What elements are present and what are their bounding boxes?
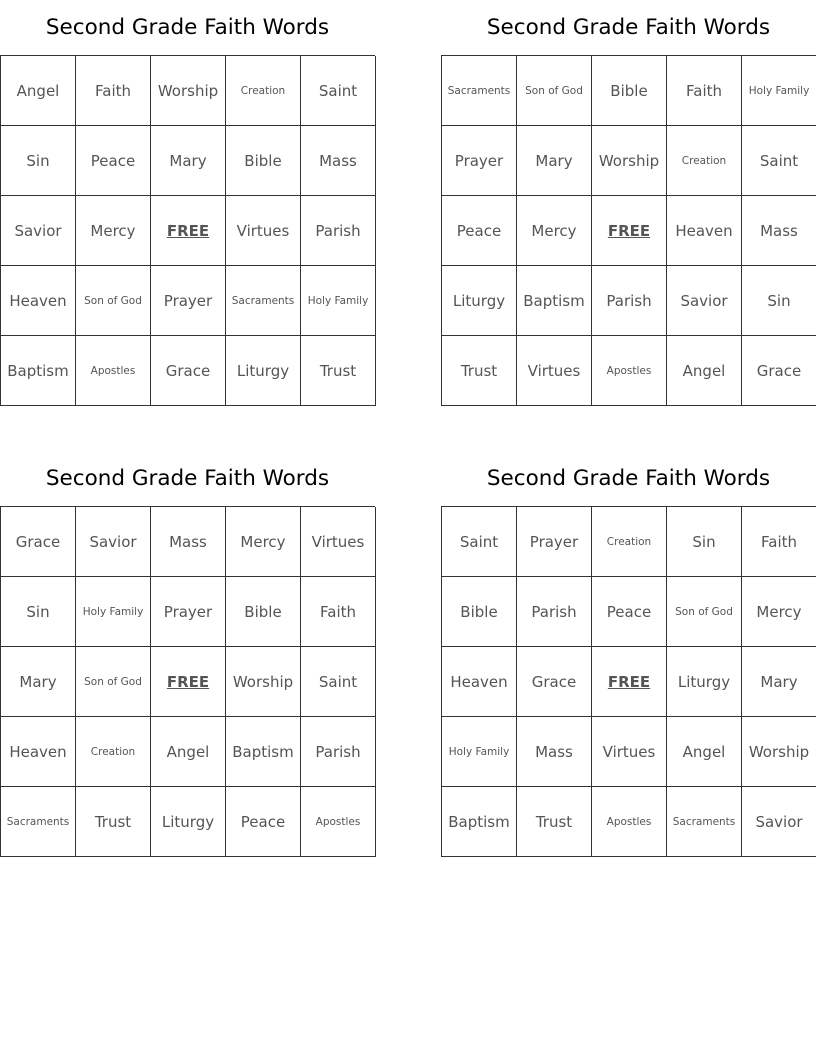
bingo-cell: Sin xyxy=(742,266,816,336)
card-title: Second Grade Faith Words xyxy=(45,15,330,40)
bingo-cell: Virtues xyxy=(517,336,592,406)
bingo-cell: Faith xyxy=(742,507,816,577)
bingo-cell: Saint xyxy=(742,126,816,196)
bingo-cell: Savior xyxy=(742,787,816,857)
bingo-cell: Baptism xyxy=(1,336,76,406)
bingo-cell: Mass xyxy=(517,717,592,787)
free-space-cell: FREE xyxy=(592,647,667,717)
card-title: Second Grade Faith Words xyxy=(486,15,771,40)
bingo-cell: Bible xyxy=(592,56,667,126)
bingo-card-4 xyxy=(441,451,816,857)
bingo-cell: Worship xyxy=(151,56,226,126)
bingo-cell: Peace xyxy=(226,787,301,857)
bingo-cell: Saint xyxy=(301,647,376,717)
bingo-cell: Apostles xyxy=(592,336,667,406)
bingo-cell: Faith xyxy=(76,56,151,126)
bingo-cell: Apostles xyxy=(76,336,151,406)
bingo-card-3 xyxy=(0,451,375,857)
bingo-grid xyxy=(0,55,375,406)
bingo-cell: Saint xyxy=(301,56,376,126)
bingo-card-2 xyxy=(441,0,816,406)
bingo-cell: Virtues xyxy=(226,196,301,266)
free-space-cell: FREE xyxy=(592,196,667,266)
bingo-cell: Savior xyxy=(76,507,151,577)
bingo-cell: Trust xyxy=(76,787,151,857)
bingo-cell: Peace xyxy=(442,196,517,266)
bingo-cell: Mass xyxy=(151,507,226,577)
bingo-cell: Apostles xyxy=(592,787,667,857)
bingo-cell: Sin xyxy=(1,126,76,196)
bingo-cell: Baptism xyxy=(226,717,301,787)
bingo-cell: Angel xyxy=(1,56,76,126)
bingo-card-1 xyxy=(0,0,375,406)
bingo-cell: Sin xyxy=(1,577,76,647)
bingo-cell: Worship xyxy=(742,717,816,787)
bingo-cell: Parish xyxy=(301,196,376,266)
bingo-cell: Grace xyxy=(517,647,592,717)
bingo-grid xyxy=(441,55,816,406)
bingo-cell: Sacraments xyxy=(1,787,76,857)
bingo-cell: Angel xyxy=(151,717,226,787)
bingo-cell: Baptism xyxy=(517,266,592,336)
bingo-cell: Heaven xyxy=(1,717,76,787)
bingo-cell: Mercy xyxy=(517,196,592,266)
bingo-cell: Trust xyxy=(517,787,592,857)
bingo-cell: Grace xyxy=(742,336,816,406)
bingo-cell: Savior xyxy=(667,266,742,336)
bingo-cell: Mass xyxy=(742,196,816,266)
bingo-cell: Son of God xyxy=(667,577,742,647)
bingo-cell: Son of God xyxy=(76,266,151,336)
bingo-cell: Creation xyxy=(226,56,301,126)
bingo-cell: Savior xyxy=(1,196,76,266)
bingo-cell: Mary xyxy=(517,126,592,196)
bingo-cell: Mary xyxy=(742,647,816,717)
free-space-cell: FREE xyxy=(151,196,226,266)
bingo-cell: Liturgy xyxy=(226,336,301,406)
bingo-cell: Grace xyxy=(1,507,76,577)
bingo-cell: Faith xyxy=(301,577,376,647)
bingo-cell: Faith xyxy=(667,56,742,126)
bingo-cell: Creation xyxy=(592,507,667,577)
bingo-cell: Mercy xyxy=(226,507,301,577)
bingo-cell: Son of God xyxy=(76,647,151,717)
bingo-cell: Apostles xyxy=(301,787,376,857)
bingo-cell: Liturgy xyxy=(667,647,742,717)
bingo-cell: Creation xyxy=(667,126,742,196)
bingo-cell: Grace xyxy=(151,336,226,406)
bingo-cell: Holy Family xyxy=(742,56,816,126)
bingo-cell: Sacraments xyxy=(226,266,301,336)
bingo-cell: Parish xyxy=(517,577,592,647)
bingo-cell: Holy Family xyxy=(76,577,151,647)
bingo-cell: Son of God xyxy=(517,56,592,126)
bingo-cell: Worship xyxy=(592,126,667,196)
bingo-cell: Bible xyxy=(442,577,517,647)
bingo-cell: Worship xyxy=(226,647,301,717)
bingo-cell: Trust xyxy=(442,336,517,406)
bingo-cell: Trust xyxy=(301,336,376,406)
bingo-cell: Creation xyxy=(76,717,151,787)
bingo-cell: Parish xyxy=(592,266,667,336)
bingo-cell: Mary xyxy=(151,126,226,196)
bingo-cell: Mass xyxy=(301,126,376,196)
bingo-cell: Angel xyxy=(667,717,742,787)
card-title: Second Grade Faith Words xyxy=(45,466,330,491)
bingo-cell: Liturgy xyxy=(151,787,226,857)
bingo-cell: Heaven xyxy=(442,647,517,717)
bingo-cell: Prayer xyxy=(517,507,592,577)
bingo-cell: Sin xyxy=(667,507,742,577)
bingo-cell: Mary xyxy=(1,647,76,717)
bingo-cell: Sacraments xyxy=(442,56,517,126)
bingo-cell: Bible xyxy=(226,126,301,196)
bingo-cell: Virtues xyxy=(592,717,667,787)
bingo-cell: Mercy xyxy=(76,196,151,266)
free-space-cell: FREE xyxy=(151,647,226,717)
bingo-cell: Sacraments xyxy=(667,787,742,857)
bingo-cell: Heaven xyxy=(667,196,742,266)
bingo-cell: Baptism xyxy=(442,787,517,857)
bingo-cell: Heaven xyxy=(1,266,76,336)
bingo-cell: Holy Family xyxy=(301,266,376,336)
bingo-cell: Bible xyxy=(226,577,301,647)
bingo-cell: Peace xyxy=(592,577,667,647)
bingo-cell: Angel xyxy=(667,336,742,406)
bingo-cell: Mercy xyxy=(742,577,816,647)
bingo-cell: Holy Family xyxy=(442,717,517,787)
bingo-cell: Parish xyxy=(301,717,376,787)
bingo-grid xyxy=(441,506,816,857)
bingo-cell: Liturgy xyxy=(442,266,517,336)
card-title: Second Grade Faith Words xyxy=(486,466,771,491)
bingo-cell: Saint xyxy=(442,507,517,577)
bingo-cell: Prayer xyxy=(442,126,517,196)
bingo-cell: Virtues xyxy=(301,507,376,577)
bingo-cell: Prayer xyxy=(151,577,226,647)
bingo-cell: Peace xyxy=(76,126,151,196)
bingo-grid xyxy=(0,506,375,857)
bingo-cell: Prayer xyxy=(151,266,226,336)
